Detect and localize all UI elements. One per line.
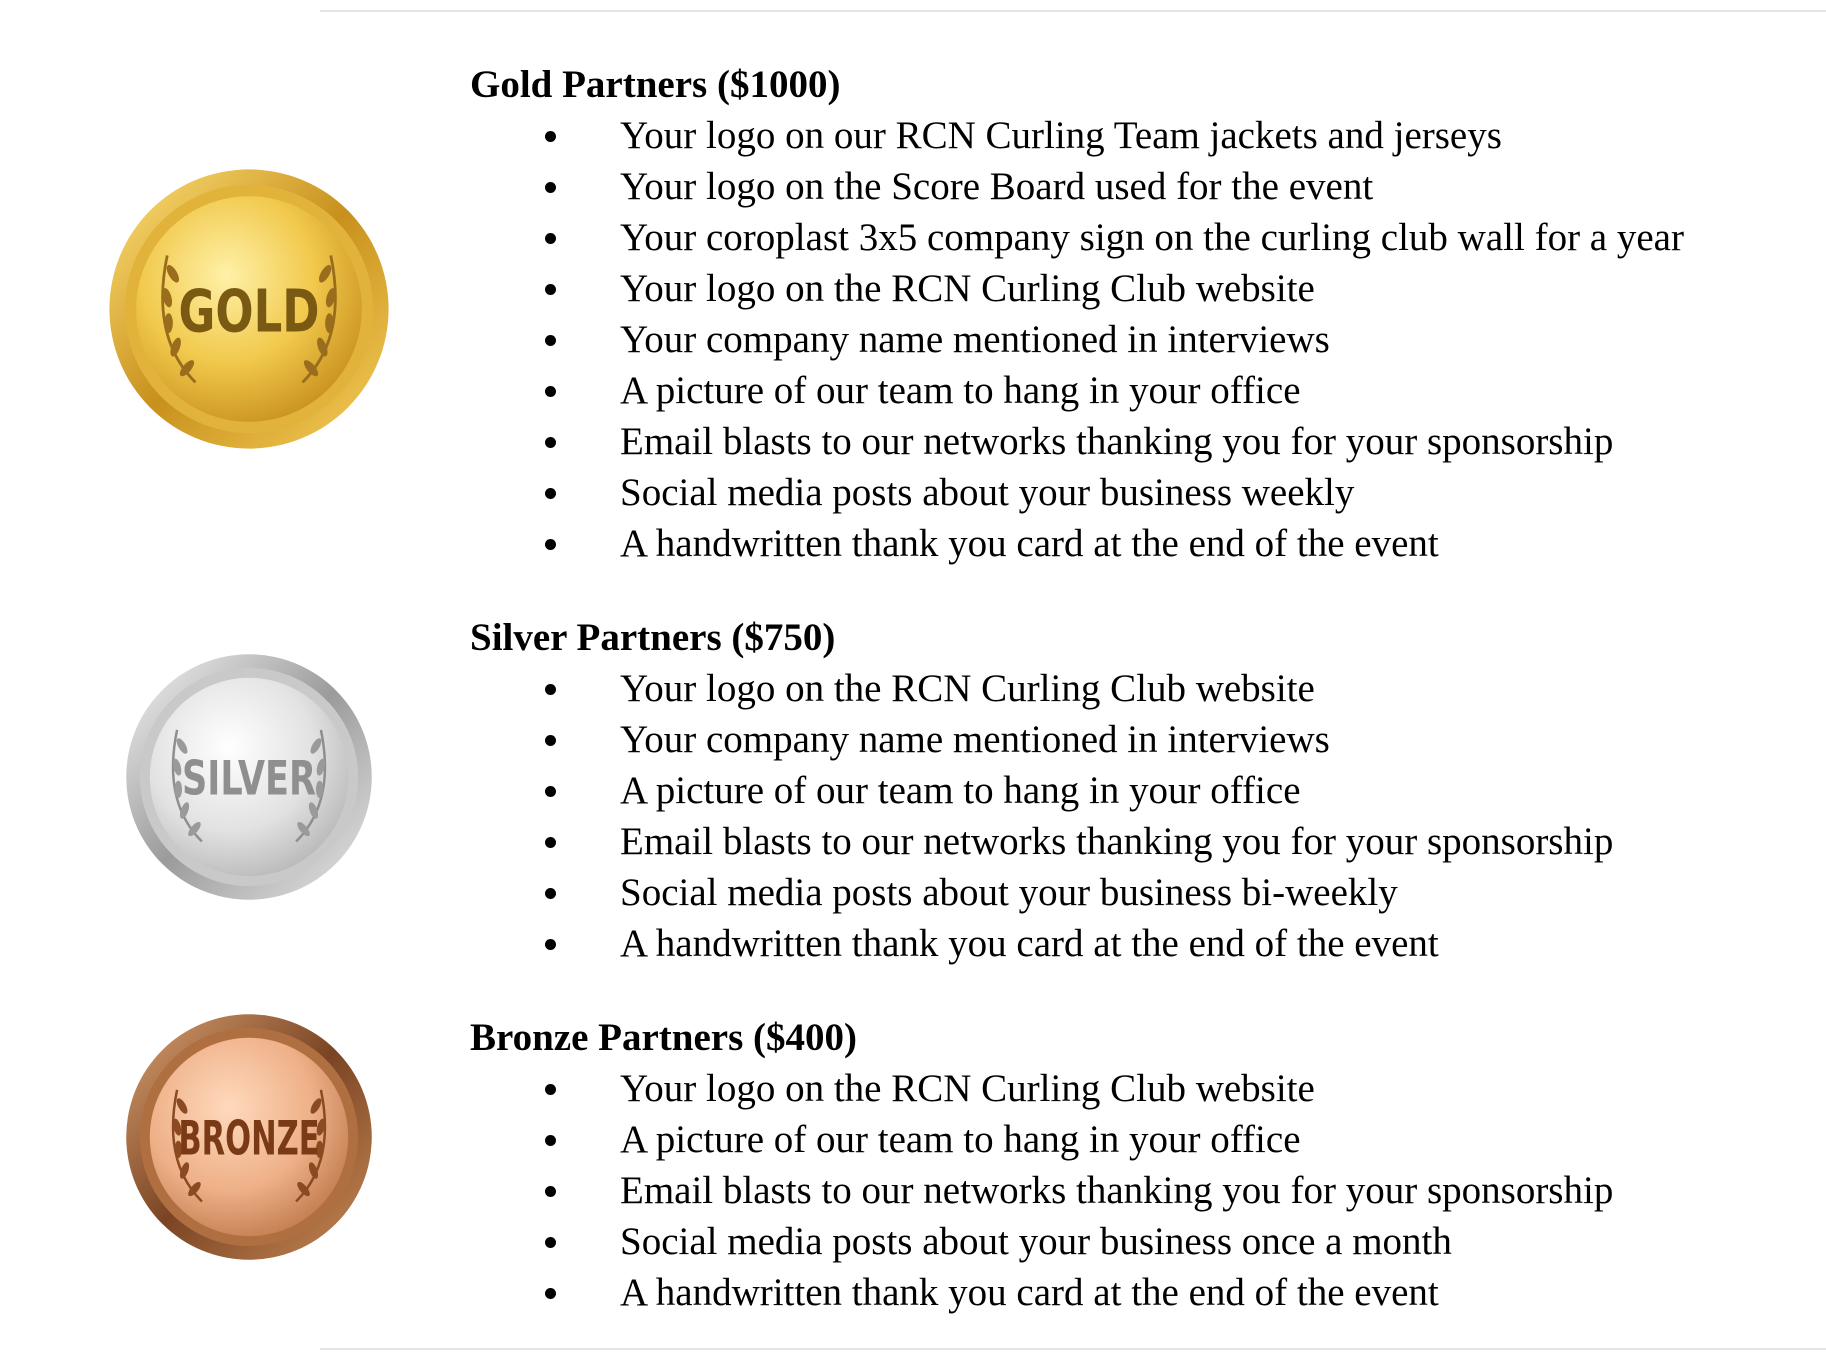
list-item: Your company name mentioned in interviews	[470, 314, 1684, 365]
bullet-icon	[545, 539, 556, 550]
bullet-icon	[545, 131, 556, 142]
bronze-tier-title: Bronze Partners ($400)	[470, 1016, 858, 1059]
list-item: A picture of our team to hang in your office	[470, 765, 1613, 816]
bronze-medal-label: BRONZE	[178, 1111, 320, 1167]
list-item: Email blasts to our networks thanking you for your sponsorship	[470, 416, 1684, 467]
bullet-icon	[545, 233, 556, 244]
bronze-medal-icon	[125, 1013, 373, 1261]
bullet-icon	[545, 1288, 556, 1299]
list-item: Your logo on our RCN Curling Team jackets and jerseys	[470, 110, 1684, 161]
gold-medal-label: GOLD	[178, 276, 320, 346]
bullet-icon	[545, 437, 556, 448]
gold-tier-title: Gold Partners ($1000)	[470, 63, 841, 106]
list-item: Your logo on the Score Board used for the event	[470, 161, 1684, 212]
list-item: Email blasts to our networks thanking you for your sponsorship	[470, 816, 1613, 867]
top-divider	[320, 10, 1826, 12]
list-item: A handwritten thank you card at the end of the event	[470, 518, 1684, 569]
bullet-icon	[545, 1135, 556, 1146]
list-item: Your logo on the RCN Curling Club website	[470, 263, 1684, 314]
bullet-icon	[545, 488, 556, 499]
list-item: Email blasts to our networks thanking you for your sponsorship	[470, 1165, 1613, 1216]
gold-benefits-list	[470, 110, 1684, 569]
list-item: Your logo on the RCN Curling Club website	[470, 1063, 1613, 1114]
gold-tier-section	[470, 60, 1684, 569]
list-item: Your coroplast 3x5 company sign on the curling club wall for a year	[470, 212, 1684, 263]
list-item: Social media posts about your business bi-weekly	[470, 867, 1613, 918]
silver-tier-title: Silver Partners ($750)	[470, 616, 836, 659]
bullet-icon	[545, 786, 556, 797]
bullet-icon	[545, 735, 556, 746]
bronze-tier-section	[470, 1013, 1613, 1318]
silver-benefits-list	[470, 663, 1613, 969]
silver-tier-section	[470, 613, 1613, 969]
bullet-icon	[545, 1237, 556, 1248]
bullet-icon	[545, 386, 556, 397]
bullet-icon	[545, 939, 556, 950]
list-item: Your logo on the RCN Curling Club website	[470, 663, 1613, 714]
list-item: A picture of our team to hang in your office	[470, 365, 1684, 416]
bottom-divider	[320, 1348, 1826, 1350]
list-item: A handwritten thank you card at the end of the event	[470, 1267, 1613, 1318]
list-item: A picture of our team to hang in your office	[470, 1114, 1613, 1165]
list-item: Social media posts about your business once a month	[470, 1216, 1613, 1267]
bullet-icon	[545, 335, 556, 346]
bullet-icon	[545, 1084, 556, 1095]
silver-medal-icon	[125, 653, 373, 901]
list-item: A handwritten thank you card at the end of the event	[470, 918, 1613, 969]
bullet-icon	[545, 684, 556, 695]
gold-medal-icon	[108, 168, 390, 450]
bullet-icon	[545, 1186, 556, 1197]
bronze-benefits-list	[470, 1063, 1613, 1318]
list-item: Social media posts about your business weekly	[470, 467, 1684, 518]
silver-medal-label: SILVER	[182, 751, 316, 807]
bullet-icon	[545, 182, 556, 193]
bullet-icon	[545, 837, 556, 848]
list-item: Your company name mentioned in interviews	[470, 714, 1613, 765]
bullet-icon	[545, 888, 556, 899]
bullet-icon	[545, 284, 556, 295]
